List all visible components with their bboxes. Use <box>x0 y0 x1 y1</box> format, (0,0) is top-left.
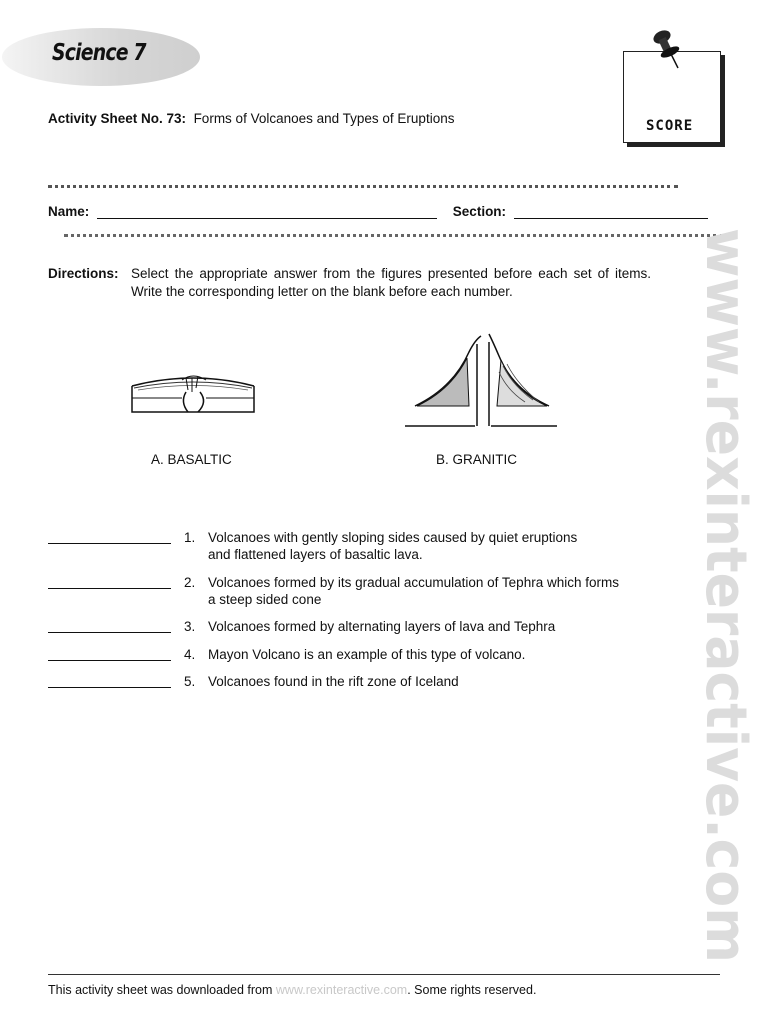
item-number: 5. <box>184 674 196 689</box>
item-number: 1. <box>184 530 196 545</box>
score-label: SCORE <box>646 118 694 134</box>
sheet-topic: Forms of Volcanoes and Types of Eruptions <box>193 111 455 126</box>
question-item <box>48 673 668 691</box>
sheet-number-label: Activity Sheet No. 73: <box>48 111 187 126</box>
item-text: Volcanoes found in the rift zone of Iceland <box>208 674 459 689</box>
question-item <box>48 646 668 664</box>
footer-suffix: . Some rights reserved. <box>407 983 537 997</box>
footer <box>48 983 536 997</box>
student-info-row <box>48 204 708 219</box>
item-text-line2: a steep sided cone <box>208 592 322 607</box>
answer-blank[interactable] <box>48 687 171 688</box>
answer-blank[interactable] <box>48 632 171 633</box>
section-field[interactable] <box>514 204 708 219</box>
figure-b-label: B. GRANITIC <box>436 452 518 467</box>
question-item <box>48 618 668 636</box>
question-item <box>48 529 668 563</box>
activity-sheet-title <box>48 111 454 126</box>
name-field[interactable] <box>97 204 437 219</box>
question-item <box>48 574 668 608</box>
footer-divider <box>48 974 720 975</box>
item-text-line1: Volcanoes formed by its gradual accumulation of Tephra which forms <box>208 575 619 590</box>
footer-link[interactable]: www.rexinteractive.com <box>275 983 408 997</box>
item-text: Volcanoes formed by alternating layers of lava and Tephra <box>208 619 556 634</box>
item-number: 4. <box>184 647 196 662</box>
item-number: 3. <box>184 619 196 634</box>
item-text-line1: Volcanoes with gently sloping sides caused by quiet eruptions <box>208 530 578 545</box>
watermark-text: www.rexinteractive.com <box>693 228 758 997</box>
item-text-line2: and flattened layers of basaltic lava. <box>208 547 423 562</box>
divider-bottom <box>64 234 724 237</box>
item-text <box>208 529 658 563</box>
pushpin-icon <box>648 28 684 72</box>
basaltic-volcano-icon <box>126 368 260 420</box>
answer-blank[interactable] <box>48 543 171 544</box>
answer-blank[interactable] <box>48 588 171 589</box>
item-number: 2. <box>184 575 196 590</box>
name-label: Name: <box>48 204 90 219</box>
section-label: Section: <box>452 204 507 219</box>
figure-a-label: A. BASALTIC <box>151 452 232 467</box>
answer-blank[interactable] <box>48 660 171 661</box>
watermark <box>675 228 758 997</box>
footer-prefix: This activity sheet was downloaded from <box>48 983 273 997</box>
directions-text: Select the appropriate answer from the figures presented before each set of items. Write the corresponding letter on the blank before each number. <box>131 266 651 299</box>
divider-top <box>48 185 678 188</box>
granitic-volcano-icon <box>403 330 559 430</box>
item-text <box>208 574 658 608</box>
directions-label: Directions: <box>48 266 119 281</box>
item-text: Mayon Volcano is an example of this type of volcano. <box>208 647 526 662</box>
subject-title: Science 7 <box>52 40 146 66</box>
